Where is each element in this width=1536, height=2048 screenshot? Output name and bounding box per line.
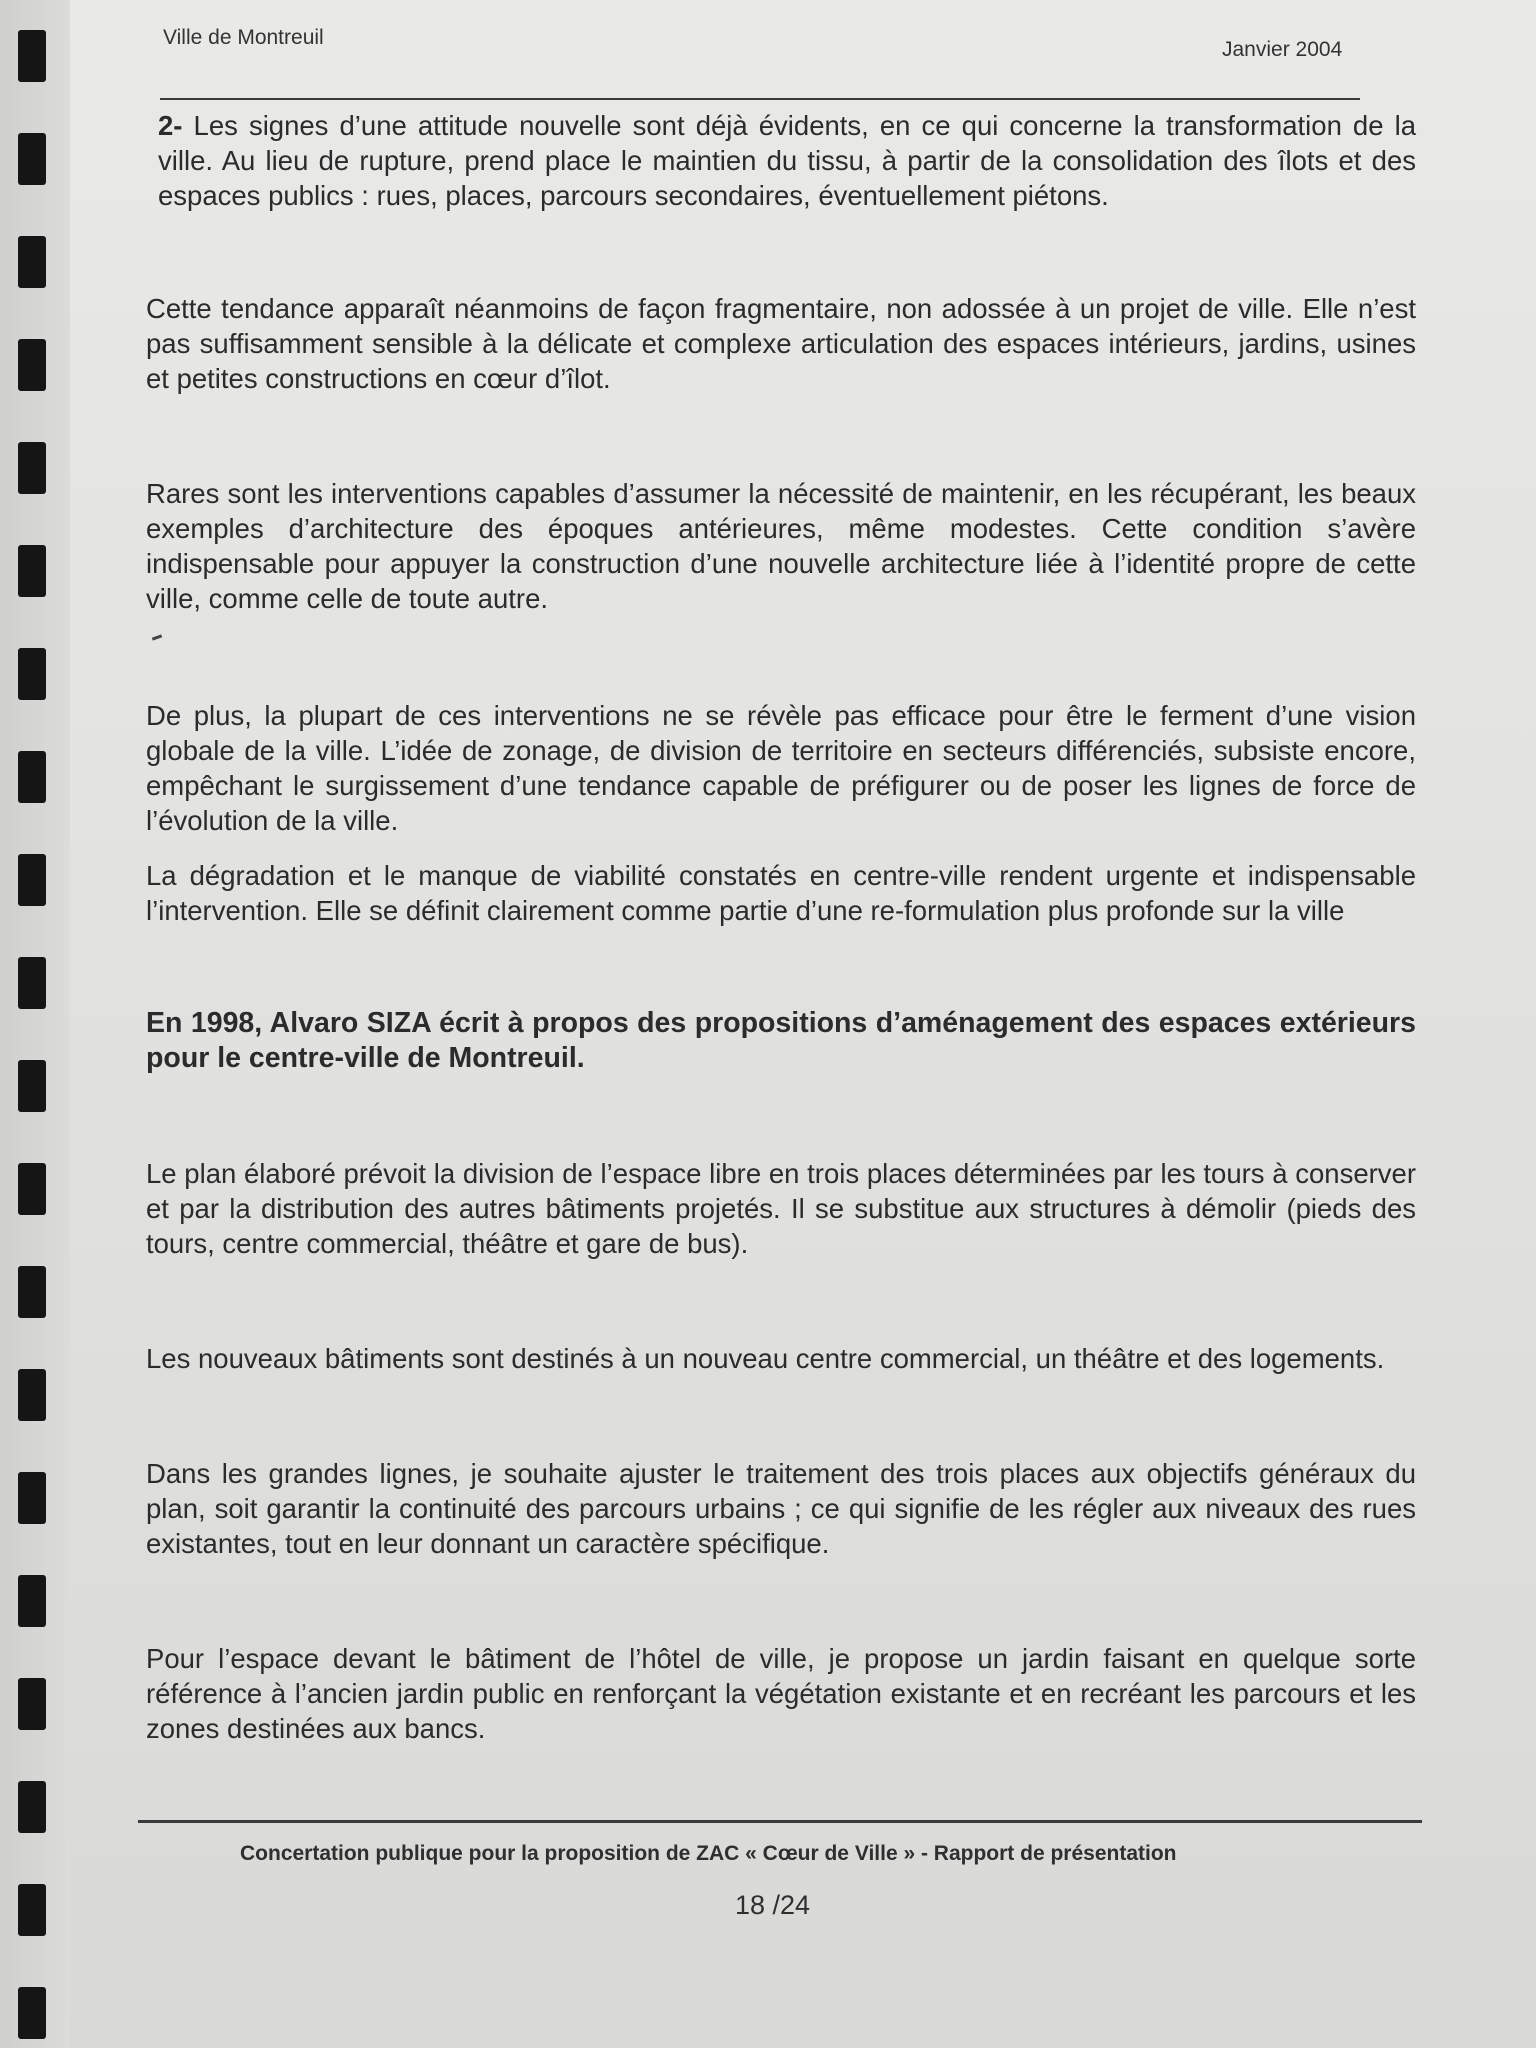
binding-ring: [18, 442, 46, 494]
binding-ring: [18, 133, 46, 185]
paragraph-1-number: 2-: [158, 110, 183, 141]
binding-ring: [18, 1369, 46, 1421]
paragraph-8: Les nouveaux bâtiments sont destinés à un nouveau centre commercial, un théâtre et des logements.: [146, 1343, 1385, 1374]
binding-ring: [18, 1266, 46, 1318]
binding-ring: [18, 1163, 46, 1215]
footer-title: Concertation publique pour la proposition de ZAC « Cœur de Ville » - Rapport de présentation: [240, 1842, 1177, 1865]
binding-ring: [18, 545, 46, 597]
document-body: [146, 108, 1416, 1746]
header-date: Janvier 2004: [1222, 38, 1343, 61]
paragraph-4: De plus, la plupart de ces interventions ne se révèle pas efficace pour être le ferment d’une vision globale de la ville. L’idée de zonage, de division de territoire en secteurs différenciés, subsiste encore, empêchant le surgissement d’une tendance capable de préfigurer ou de poser les lignes de force de l’évolution de la ville.: [146, 700, 1416, 836]
binding-ring: [18, 751, 46, 803]
binding-ring: [18, 1060, 46, 1112]
binding-ring: [18, 854, 46, 906]
paragraph-3: Rares sont les interventions capables d’assumer la nécessité de maintenir, en les récupérant, les beaux exemples d’architecture des époques antérieures, même modestes. Cette condition s’avère indispensable pour appuyer la construction d’une nouvelle architecture liée à l’identité propre de cette ville, comme celle de toute autre.: [146, 478, 1416, 614]
binding-ring: [18, 648, 46, 700]
page-number: 18 /24: [735, 1890, 811, 1920]
binding-ring: [18, 236, 46, 288]
binding-ring: [18, 1575, 46, 1627]
paragraph-1: [146, 108, 1416, 213]
section-heading: En 1998, Alvaro SIZA écrit à propos des propositions d’aménagement des espaces extérieurs pour le centre-ville de Montreuil.: [146, 1007, 1416, 1074]
header-city: Ville de Montreuil: [163, 26, 324, 49]
binding-ring: [18, 1884, 46, 1936]
spiral-binding: [0, 0, 70, 2048]
paragraph-10: Pour l’espace devant le bâtiment de l’hôtel de ville, je propose un jardin faisant en quelque sorte référence à l’ancien jardin public en renforçant la végétation existante et en recréant les parcours et les zones destinées aux bancs.: [146, 1643, 1416, 1744]
binding-ring: [18, 339, 46, 391]
footer-rule: [138, 1820, 1422, 1823]
paragraph-2: Cette tendance apparaît néanmoins de façon fragmentaire, non adossée à un projet de ville. Elle n’est pas suffisamment sensible à la délicate et complexe articulation des espaces intérieurs, jardins, usines et petites constructions en cœur d’îlot.: [146, 293, 1416, 394]
paragraph-7: Le plan élaboré prévoit la division de l’espace libre en trois places déterminées par les tours à conserver et par la distribution des autres bâtiments projetés. Il se substitue aux structures à démolir (pieds des tours, centre commercial, théâtre et gare de bus).: [146, 1158, 1416, 1259]
binding-ring: [18, 957, 46, 1009]
binding-ring: [18, 1781, 46, 1833]
binding-ring: [18, 1678, 46, 1730]
paragraph-9: Dans les grandes lignes, je souhaite ajuster le traitement des trois places aux objectifs généraux du plan, soit garantir la continuité des parcours urbains ; ce qui signifie de les régler aux niveaux des rues existantes, tout en leur donnant un caractère spécifique.: [146, 1458, 1416, 1559]
binding-ring: [18, 1987, 46, 2039]
paragraph-5: La dégradation et le manque de viabilité constatés en centre-ville rendent urgente et indispensable l’intervention. Elle se définit clairement comme partie d’une re-formulation plus profonde sur la ville: [146, 860, 1416, 926]
binding-ring: [18, 1472, 46, 1524]
header-rule: [160, 98, 1360, 100]
paragraph-1-text: Les signes d’une attitude nouvelle sont déjà évidents, en ce qui concerne la transformation de la ville. Au lieu de rupture, prend place le maintien du tissu, à partir de la consolidation des îlots et des espaces publics : rues, places, parcours secondaires, éventuellement piétons.: [158, 110, 1416, 211]
binding-ring: [18, 30, 46, 82]
